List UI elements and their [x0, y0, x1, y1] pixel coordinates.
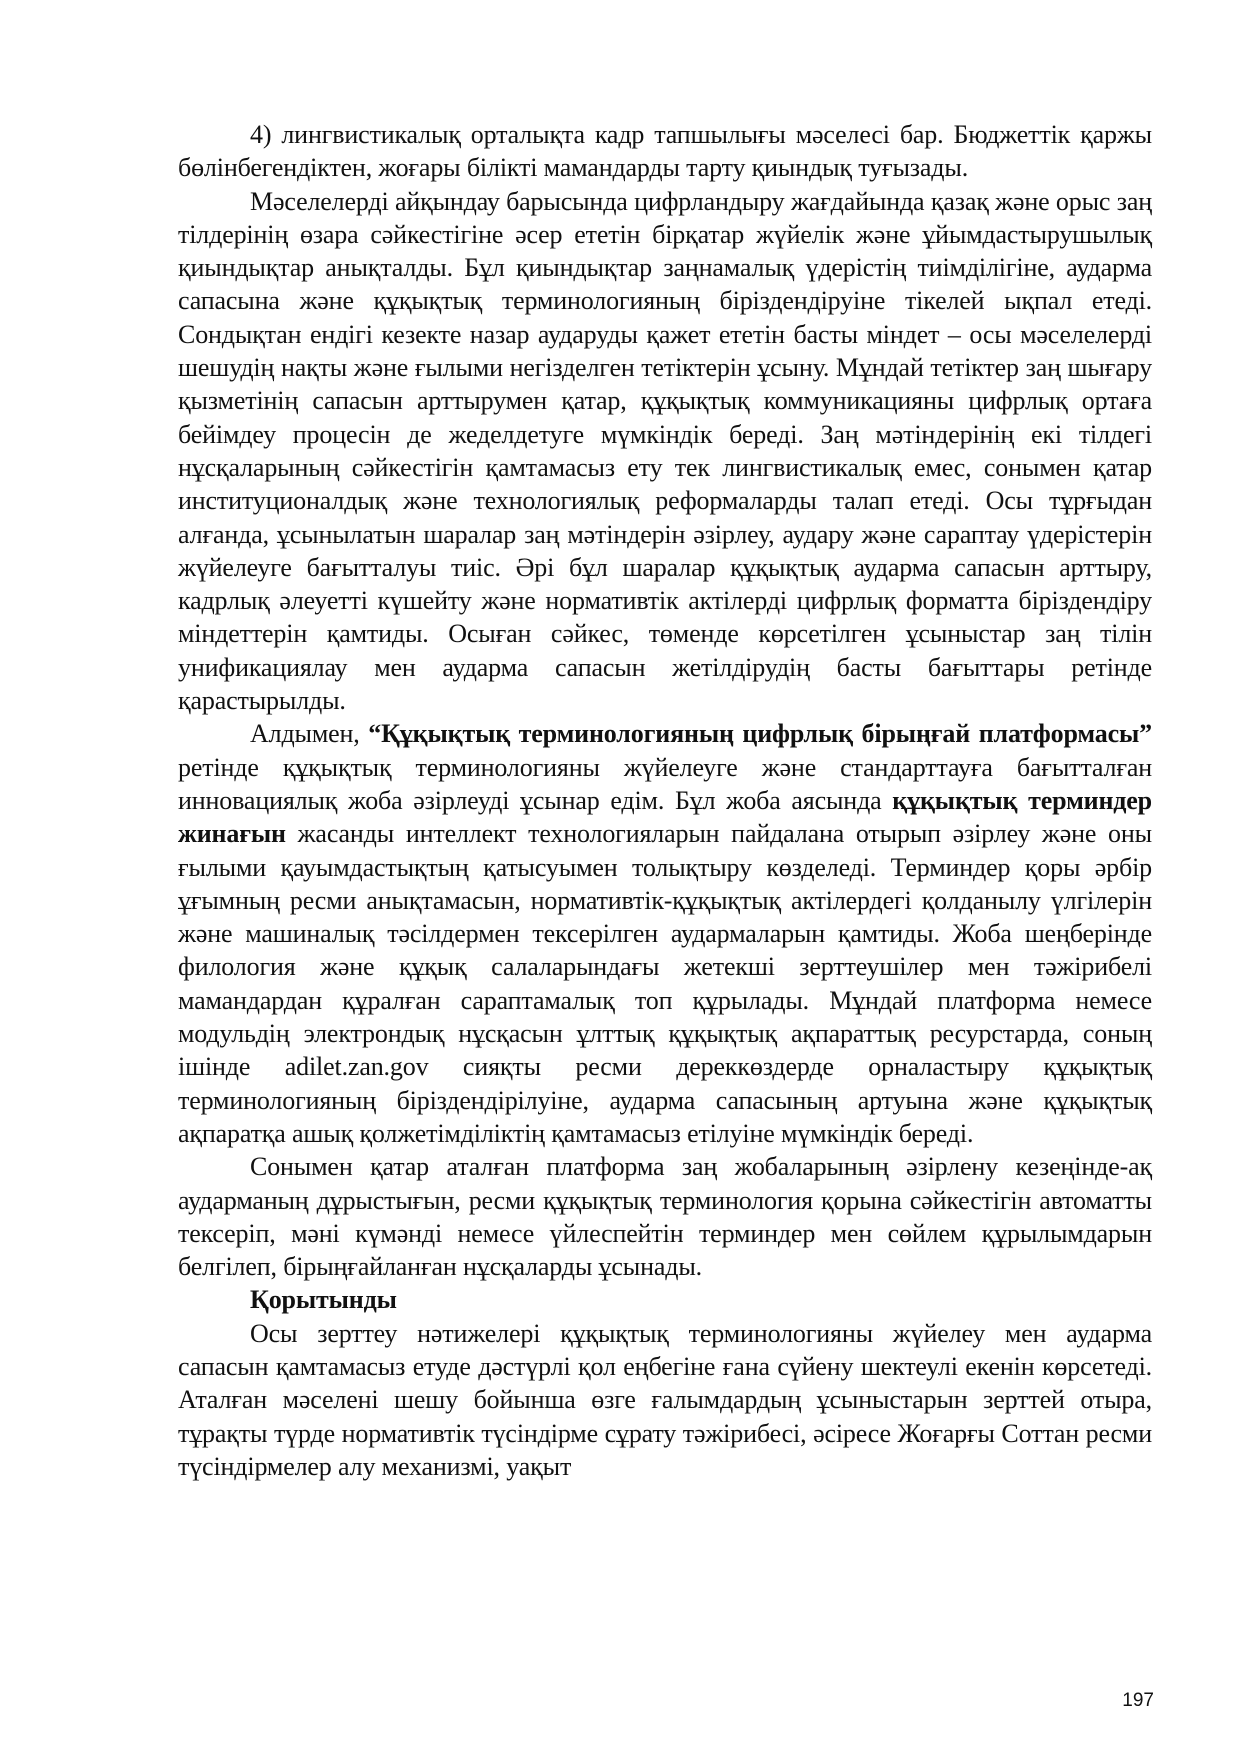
paragraph-4: Сонымен қатар аталған платформа заң жобаларының әзірлену кезеңінде-ақ аударманың дұрыстығын, ресми құқықтық терминология қорына сәйкестігін автоматты тексеріп, мәні күмәнді немесе үйлеспейтін терминдер мен сөйлем құрылымдарын белгілеп, бірыңғайланған нұсқаларды ұсынады. — [178, 1152, 1152, 1282]
paragraph-3-segment: жасанды интеллект технологияларын пайдалана отырып әзірлеу және оны ғылыми қауымдастықтың қатысуымен толықтыру көзделеді. Терминдер қоры әрбір ұғымның ресми анықтамасын, нормативтік-құқықтық актілердегі қолданылу үлгілерін және машиналық тәсілдермен тексерілген аудармаларын қамтиды. Жоба шеңберінде филология және құқық салаларындағы жетекші зерттеушілер мен тәжірибелі мамандардан құралған сараптамалық топ құрылады. Мұндай платформа немесе модульдің электрондық нұсқасын ұлттық құқықтық ақпараттық ресурстарда, соның ішінде adilet.zan.gov сияқты ресми дереккөздерде орналастыру құқықтық терминологияның біріздендірілуіне, аударма сапасының артуына және құқықтық ақпаратқа ашық қолжетімділіктің қамтамасыз етілуіне мүмкіндік береді. — [178, 819, 1152, 1148]
paragraph-1: 4) лингвистикалық орталықта кадр тапшылығы мәселесі бар. Бюджеттік қаржы бөлінбегендіктен, жоғары білікті мамандарды тарту қиындық туғызады. — [178, 120, 1152, 183]
page-body — [178, 118, 1152, 1483]
platform-name-bold: “Құқықтық терминологияның цифрлық бірыңғай платформасы” — [368, 719, 1152, 749]
section-heading-conclusion: Қорытынды — [250, 1285, 397, 1315]
paragraph-5: Осы зерттеу нәтижелері құқықтық терминологияны жүйелеу мен аударма сапасын қамтамасыз етуде дәстүрлі қол еңбегіне ғана сүйену шектеулі екенін көрсетеді. Аталған мәселені шешу бойынша өзге ғалымдардың ұсыныстарын зерттей отыра, тұрақты түрде нормативтік түсіндірме сұрату тәжірибесі, әсіресе Жоғарғы Соттан ресми түсіндірмелер алу механизмі, уақыт — [178, 1318, 1152, 1481]
paragraph-3 — [178, 717, 1152, 1150]
paragraph-2: Мәселелерді айқындау барысында цифрландыру жағдайында қазақ және орыс заң тілдерінің өзара сәйкестігіне әсер ететін бірқатар жүйелік және ұйымдастырушылық қиындықтар анықталды. Бұл қиындықтар заңнамалық үдерістің тиімділігіне, аударма сапасына және құқықтық терминологияның біріздендіруіне тікелей ықпал етеді. Сондықтан ендігі кезекте назар аударуды қажет ететін басты міндет – осы мәселелерді шешудің нақты және ғылыми негізделген тетіктерін ұсыну. Мұндай тетіктер заң шығару қызметінің сапасын арттырумен қатар, құқықтық коммуникацияны цифрлық ортаға бейімдеу процесін де жеделдетуге мүмкіндік береді. Заң мәтіндерінің екі тілдегі нұсқаларының сәйкестігін қамтамасыз ету тек лингвистикалық емес, сонымен қатар институционалдық және технологиялық реформаларды талап етеді. Осы тұрғыдан алғанда, ұсынылатын шаралар заң мәтіндерін әзірлеу, аудару және сараптау үдерістерін жүйелеуге бағытталуы тиіс. Әрі бұл шаралар құқықтық аударма сапасын арттыру, кадрлық әлеуетті күшейту және нормативтік актілерді цифрлық форматта біріздендіру міндеттерін қамтиды. Осыған сәйкес, төменде көрсетілген ұсыныстар заң тілін унификациялау мен аударма сапасын жетілдірудің басты бағыттары ретінде қарастырылды. — [178, 186, 1152, 716]
page-number: 197 — [1122, 1690, 1154, 1711]
paragraph-3-segment: Алдымен, — [250, 719, 369, 749]
terms-collection-bold: құқықтық терминдер жинағын — [178, 785, 1152, 849]
paragraph-3-segment: ретінде құқықтық терминологияны жүйелеуге және стандарттауға бағытталған инновациялық жоба әзірлеуді ұсынар едім. Бұл жоба аясында — [178, 752, 1152, 815]
